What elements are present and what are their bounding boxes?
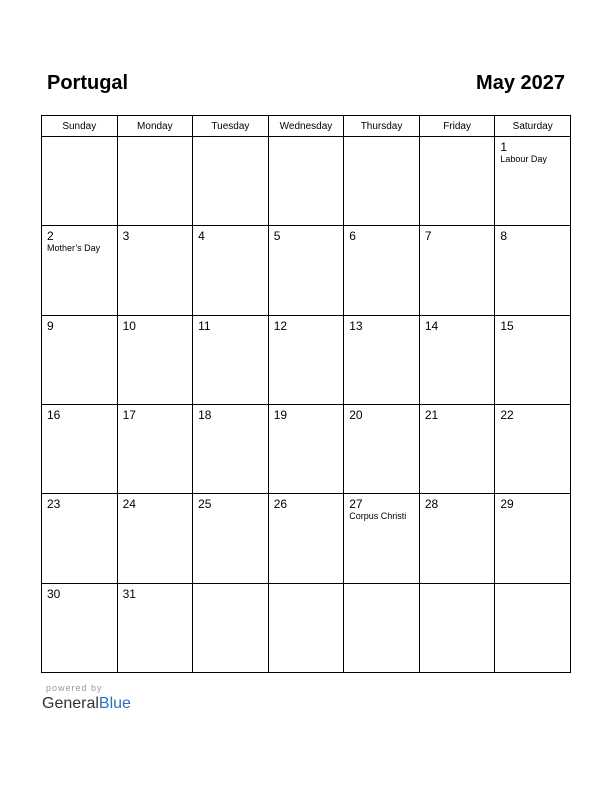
empty-day-cell: [419, 137, 495, 226]
day-cell: [193, 404, 269, 493]
day-cell: [344, 226, 420, 315]
day-cell: [419, 226, 495, 315]
holiday-label: Corpus Christi: [349, 511, 407, 522]
day-number: 29: [500, 497, 514, 512]
empty-day-cell: [193, 583, 269, 672]
weekday-header: Saturday: [495, 116, 571, 137]
day-number: 27: [349, 497, 363, 512]
day-number: 5: [273, 229, 281, 244]
day-cell: [495, 315, 571, 404]
day-number: 16: [47, 407, 61, 422]
day-number: 28: [424, 497, 439, 512]
powered-by-label: powered by: [46, 683, 103, 693]
day-cell: [42, 404, 118, 493]
day-cell: [495, 494, 571, 583]
weekday-header: Thursday: [344, 116, 420, 137]
day-number: 9: [47, 318, 54, 333]
day-number: 10: [122, 318, 136, 333]
day-number: 17: [122, 407, 136, 422]
calendar-week-row: [42, 494, 571, 583]
brand-logo-general: General: [42, 695, 99, 712]
empty-day-cell: [419, 583, 495, 672]
day-number: 3: [122, 229, 130, 244]
day-number: 15: [500, 318, 514, 333]
day-number: 7: [424, 229, 432, 244]
weekday-header: Tuesday: [193, 116, 269, 137]
day-cell: [268, 226, 344, 315]
day-cell: [495, 226, 571, 315]
day-number: 12: [273, 318, 288, 333]
day-cell: [117, 315, 193, 404]
day-number: 4: [198, 229, 205, 244]
weekday-header: Sunday: [42, 116, 118, 137]
empty-day-cell: [117, 137, 193, 226]
calendar-week-row: [42, 583, 571, 672]
day-number: 22: [500, 407, 514, 422]
empty-day-cell: [344, 137, 420, 226]
holiday-label: Mother’s Day: [47, 243, 101, 254]
day-cell: [419, 315, 495, 404]
day-number: 25: [198, 497, 212, 512]
empty-day-cell: [495, 583, 571, 672]
day-cell: [419, 404, 495, 493]
day-number: 18: [198, 407, 212, 422]
day-number: 14: [424, 318, 439, 333]
day-cell: [193, 494, 269, 583]
holiday-label: Labour Day: [500, 154, 547, 164]
day-cell: [344, 494, 420, 583]
month-year-title: May 2027: [476, 72, 565, 94]
day-number: 21: [424, 407, 439, 422]
calendar-week-row: [42, 315, 571, 404]
day-number: 13: [349, 318, 363, 333]
day-cell: [268, 315, 344, 404]
empty-day-cell: [268, 137, 344, 226]
calendar-week-row: [42, 404, 571, 493]
day-cell: [117, 404, 193, 493]
day-cell: [193, 226, 269, 315]
day-number: 20: [349, 407, 363, 422]
weekday-header: Wednesday: [268, 116, 344, 137]
empty-day-cell: [268, 583, 344, 672]
calendar-week-row: [42, 137, 571, 226]
brand-logo[interactable]: [42, 694, 131, 713]
day-cell: [42, 494, 118, 583]
day-cell: [42, 226, 118, 315]
day-cell: [42, 583, 118, 672]
day-number: 19: [273, 407, 288, 422]
empty-day-cell: [193, 137, 269, 226]
day-cell: [117, 494, 193, 583]
empty-day-cell: [344, 583, 420, 672]
day-number: 8: [500, 229, 508, 244]
day-number: 31: [122, 586, 136, 601]
calendar-grid: [41, 115, 571, 673]
day-cell: [268, 494, 344, 583]
day-number: 23: [47, 497, 61, 512]
day-cell: [117, 583, 193, 672]
day-number: 30: [47, 586, 61, 601]
calendar-week-row: [42, 226, 571, 315]
calendar-body: [42, 137, 571, 673]
day-cell: [344, 315, 420, 404]
day-number: 24: [122, 497, 136, 512]
empty-day-cell: [42, 137, 118, 226]
weekday-header: Monday: [117, 116, 193, 137]
day-number: 26: [273, 497, 288, 512]
day-number: 2: [47, 229, 54, 244]
day-number: 6: [349, 229, 356, 244]
day-number: 11: [198, 318, 211, 333]
day-cell: [495, 137, 571, 226]
weekday-header-row: [42, 116, 571, 137]
day-cell: [117, 226, 193, 315]
day-cell: [419, 494, 495, 583]
day-number: 1: [500, 140, 508, 154]
day-cell: [495, 404, 571, 493]
day-cell: [42, 315, 118, 404]
day-cell: [193, 315, 269, 404]
brand-logo-blue: Blue: [98, 695, 131, 712]
weekday-header: Friday: [419, 116, 495, 137]
country-title: Portugal: [47, 72, 129, 94]
day-cell: [268, 404, 344, 493]
day-cell: [344, 404, 420, 493]
